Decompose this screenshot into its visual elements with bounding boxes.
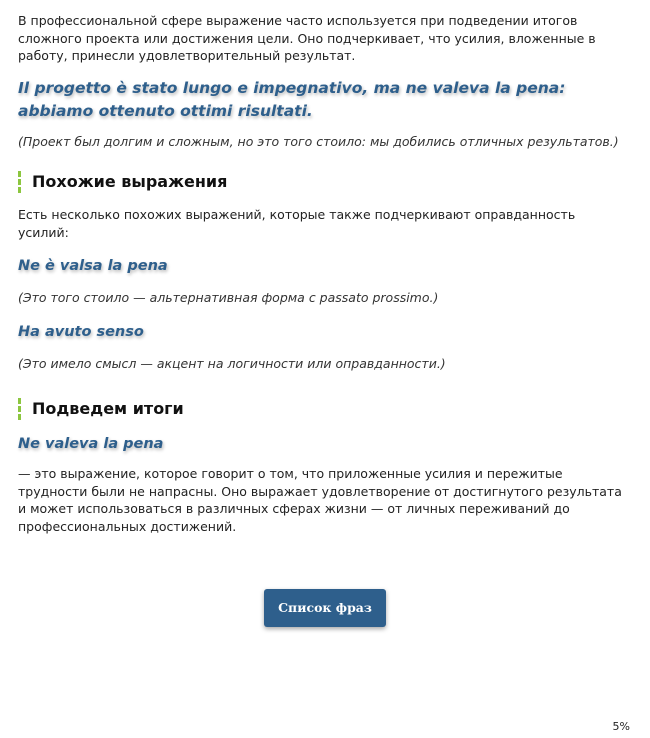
summary-phrase: Ne valeva la pena [18,436,164,452]
similar-expressions-intro: Есть несколько похожих выражений, которые также подчеркивают оправданность усилий: [18,207,576,240]
phrase-list-button[interactable]: Список фраз [264,589,386,627]
phrase-list-button-container [0,589,650,627]
similar-phrase-1-translation: (Это того стоило — альтернативная форма с passato prossimo.) [18,290,439,305]
similar-expressions-heading-text: Похожие выражения [32,172,228,191]
summary-heading [18,398,628,420]
heading-accent-bar [18,171,21,193]
summary-heading-text: Подведем итоги [32,399,184,418]
scroll-progress-indicator: 5% [612,720,630,733]
example-italian-phrase: Il progetto è stato lungo e impegnativo, ma ne valeva la pena: abbiamo ottenuto ottimi risultati. [18,78,566,120]
heading-accent-bar [18,398,21,420]
similar-phrase-2: Ha avuto senso [18,323,144,340]
example-translation: (Проект был долгим и сложным, но это того стоило: мы добились отличных результатов.) [18,133,619,149]
intro-paragraph: В профессиональной сфере выражение часто используется при подведении итогов сложного проекта или достижения цели. Оно подчеркивает, что усилия, вложенные в работу, принесли удовлетворительный результат. [18,13,596,63]
article-content [18,12,628,535]
summary-description: — это выражение, которое говорит о том, что приложенные усилия и пережитые трудности были не напрасны. Оно выражает удовлетворение от достигнутого результата и может использоваться в различных сферах жизни — от личных переживаний до профессиональных достижений. [18,466,622,534]
similar-expressions-heading [18,171,628,193]
similar-phrase-2-translation: (Это имело смысл — акцент на логичности или оправданности.) [18,355,446,371]
similar-phrase-1: Ne è valsa la pena [18,258,168,274]
